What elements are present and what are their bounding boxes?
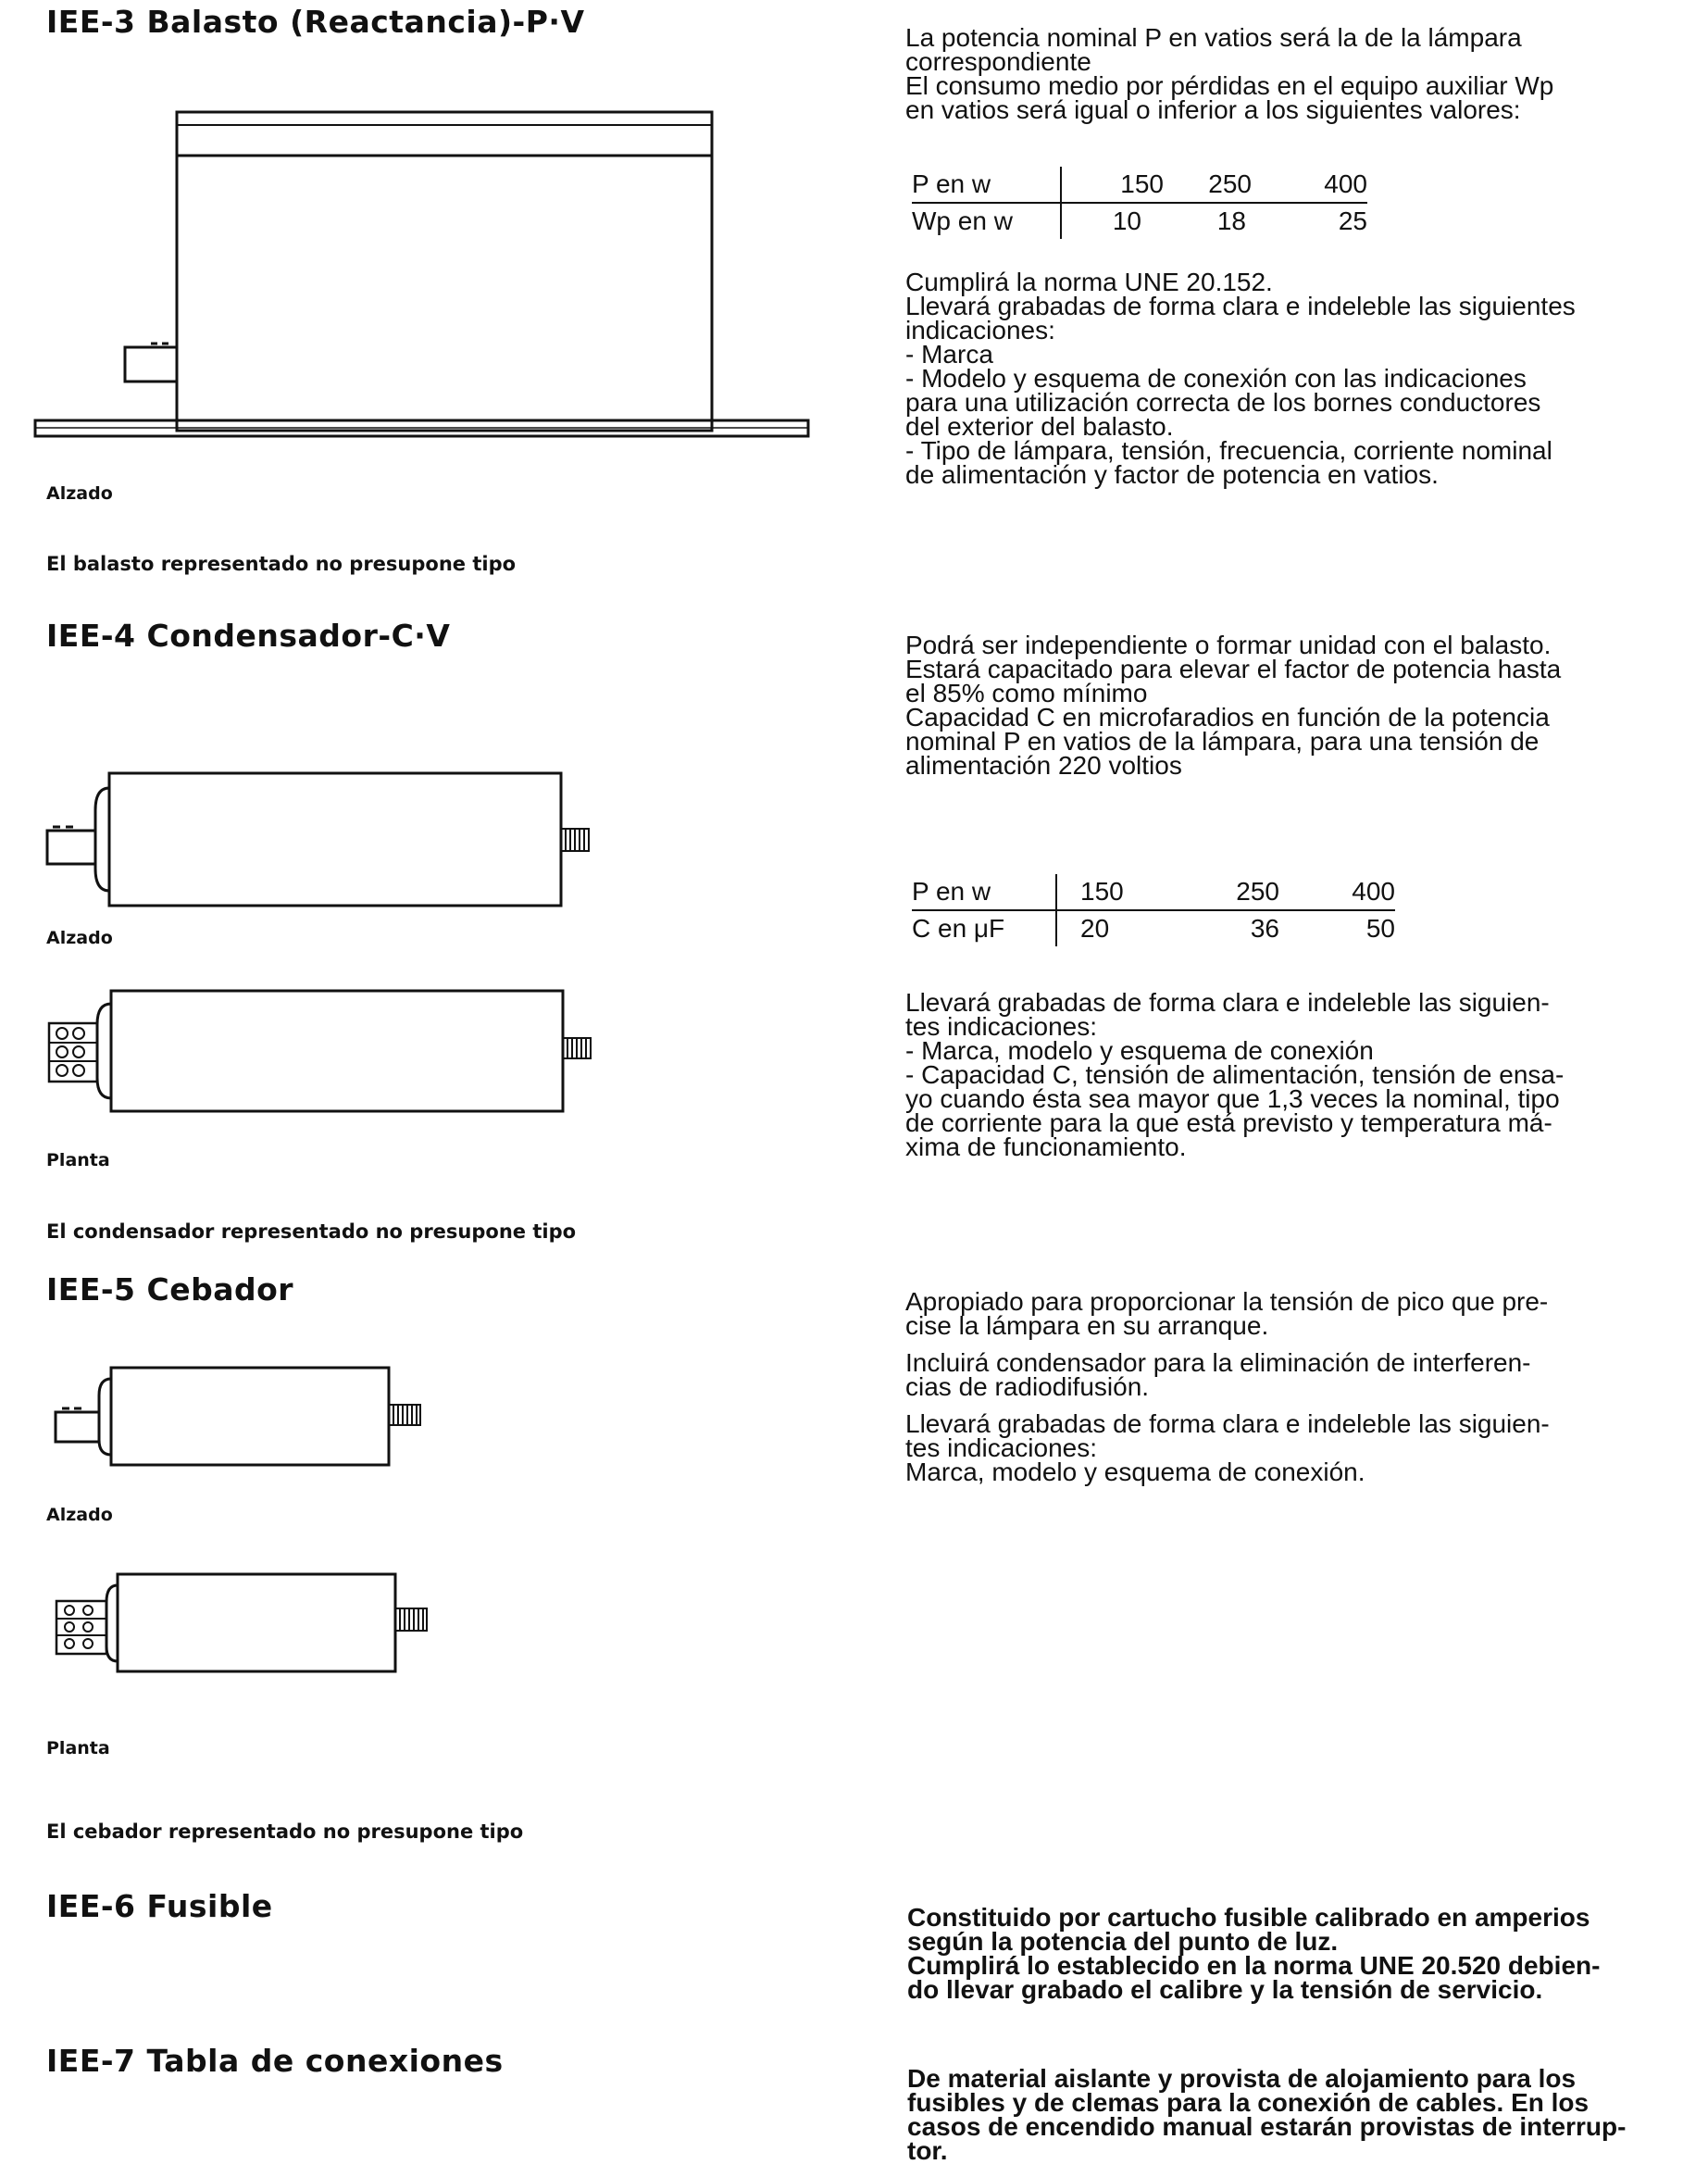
table-cell: 250 <box>1173 874 1279 910</box>
text-line: - Capacidad C, tensión de alimentación, tensión de ensa- <box>905 1060 1565 1089</box>
text-line: para una utilización correcta de los bornes conductores <box>905 388 1541 417</box>
heading-iee6: IEE-6 Fusible <box>46 1888 273 1924</box>
text-line: correspondiente <box>905 47 1091 76</box>
table-cell: 400 <box>1252 167 1367 203</box>
text-line: de alimentación y factor de potencia en vatios. <box>905 460 1439 489</box>
text-iee4-top <box>905 633 1688 778</box>
text-line: do llevar grabado el calibre y la tensión de servicio. <box>907 1975 1543 2004</box>
caption-plan-iee5: Planta <box>46 1738 110 1758</box>
table-capacitance <box>912 874 1395 946</box>
text-line: Estará capacitado para elevar el factor de potencia hasta <box>905 655 1562 683</box>
note-iee3: El balasto representado no presupone tipo <box>46 553 517 575</box>
text-line: Podrá ser independiente o formar unidad con el balasto. <box>905 631 1552 659</box>
table-value: 10 <box>1112 206 1141 235</box>
text-line: cias de radiodifusión. <box>905 1372 1150 1401</box>
starter-plan-drawing <box>42 1574 449 1685</box>
table-row-label: Wp en w <box>912 203 1061 239</box>
text-line: Apropiado para proporcionar la tensión de pico que pre- <box>905 1287 1549 1316</box>
table-cell: 20 <box>1056 910 1173 946</box>
table-cell: 25 <box>1338 206 1367 235</box>
caption-elevation-iee4: Alzado <box>46 928 113 948</box>
table-cell: 400 <box>1279 874 1395 910</box>
note-iee4: El condensador representado no presupone tipo <box>46 1220 577 1243</box>
text-line: indicaciones: <box>905 316 1055 344</box>
text-line: De material aislante y provista de alojamiento para los <box>907 2064 1577 2093</box>
text-line: el 85% como mínimo <box>905 679 1148 707</box>
text-iee7 <box>907 2064 1689 2165</box>
text-line: El consumo medio por pérdidas en el equipo auxiliar Wp <box>905 71 1554 100</box>
table-row-label: P en w <box>912 169 991 198</box>
table-cell: 250 <box>1164 167 1252 203</box>
table-cell: 150 <box>1061 167 1164 203</box>
heading-iee4: IEE-4 Condensador-C·V <box>46 618 451 654</box>
text-line: xima de funcionamiento. <box>905 1132 1187 1161</box>
text-line: según la potencia del punto de luz. <box>907 1927 1339 1956</box>
capacitor-elevation-drawing <box>42 773 597 921</box>
table-value: 18 <box>1216 206 1246 235</box>
text-line: fusibles y de clemas para la conexión de cables. En los <box>907 2088 1590 2117</box>
text-iee3-top <box>905 23 1688 124</box>
heading-iee5: IEE-5 Cebador <box>46 1271 294 1307</box>
table-cell: 50 <box>1365 914 1395 943</box>
text-line: - Marca <box>905 340 993 369</box>
table-ballast-losses <box>912 167 1367 239</box>
table-cell: 36 <box>1250 914 1279 943</box>
table-row-label: C en μF <box>912 914 1005 943</box>
text-line: Marca, modelo y esquema de conexión. <box>905 1458 1365 1486</box>
table-cell: 150 <box>1056 874 1173 910</box>
text-line: Constituido por cartucho fusible calibrado en amperios <box>907 1903 1590 1932</box>
text-line: Llevará grabadas de forma clara e indeleble las siguien- <box>905 988 1550 1017</box>
text-iee3-bottom <box>905 270 1688 487</box>
text-line: - Modelo y esquema de conexión con las indicaciones <box>905 364 1527 393</box>
caption-elevation-iee5: Alzado <box>46 1505 113 1525</box>
starter-elevation-drawing <box>42 1368 449 1479</box>
heading-iee3: IEE-3 Balasto (Reactancia)-P·V <box>46 4 585 40</box>
text-line: casos de encendido manual estarán provistas de interrup- <box>907 2112 1627 2141</box>
text-line: de corriente para la que está previsto y temperatura má- <box>905 1108 1552 1137</box>
text-line: cise la lámpara en su arranque. <box>905 1311 1269 1340</box>
capacitor-plan-drawing <box>42 991 597 1130</box>
text-line: tes indicaciones: <box>905 1012 1098 1041</box>
text-line: Cumplirá la norma UNE 20.152. <box>905 268 1273 296</box>
text-line: yo cuando ésta sea mayor que 1,3 veces la nominal, tipo <box>905 1084 1560 1113</box>
caption-plan-iee4: Planta <box>46 1150 110 1170</box>
text-line: Cumplirá lo establecido en la norma UNE 20.520 debien- <box>907 1951 1601 1980</box>
table-cell <box>1164 203 1252 239</box>
text-line: del exterior del balasto. <box>905 412 1174 441</box>
text-line: tor. <box>907 2136 948 2165</box>
heading-iee7: IEE-7 Tabla de conexiones <box>46 2043 504 2079</box>
ballast-elevation-drawing <box>44 106 822 403</box>
table-cell <box>1061 203 1164 239</box>
text-line: Llevará grabadas de forma clara e indeleble las siguien- <box>905 1409 1550 1438</box>
text-line: nominal P en vatios de la lámpara, para una tensión de <box>905 727 1540 756</box>
note-iee5: El cebador representado no presupone tipo <box>46 1820 524 1843</box>
text-line: Llevará grabadas de forma clara e indeleble las siguientes <box>905 292 1576 320</box>
text-line: Incluirá condensador para la eliminación de interferen- <box>905 1348 1531 1377</box>
caption-elevation-iee3: Alzado <box>46 483 113 504</box>
text-line: en vatios será igual o inferior a los siguientes valores: <box>905 95 1521 124</box>
table-row-label: P en w <box>912 874 1056 910</box>
text-line: La potencia nominal P en vatios será la de la lámpara <box>905 23 1522 52</box>
text-line: tes indicaciones: <box>905 1433 1098 1462</box>
text-iee4-bottom <box>905 988 1688 1161</box>
text-iee6 <box>907 1903 1689 2004</box>
text-line: alimentación 220 voltios <box>905 751 1182 780</box>
text-line: - Marca, modelo y esquema de conexión <box>905 1036 1374 1065</box>
text-line: - Tipo de lámpara, tensión, frecuencia, corriente nominal <box>905 436 1552 465</box>
text-line: Capacidad C en microfaradios en función de la potencia <box>905 703 1550 732</box>
text-iee5 <box>905 1287 1688 1486</box>
